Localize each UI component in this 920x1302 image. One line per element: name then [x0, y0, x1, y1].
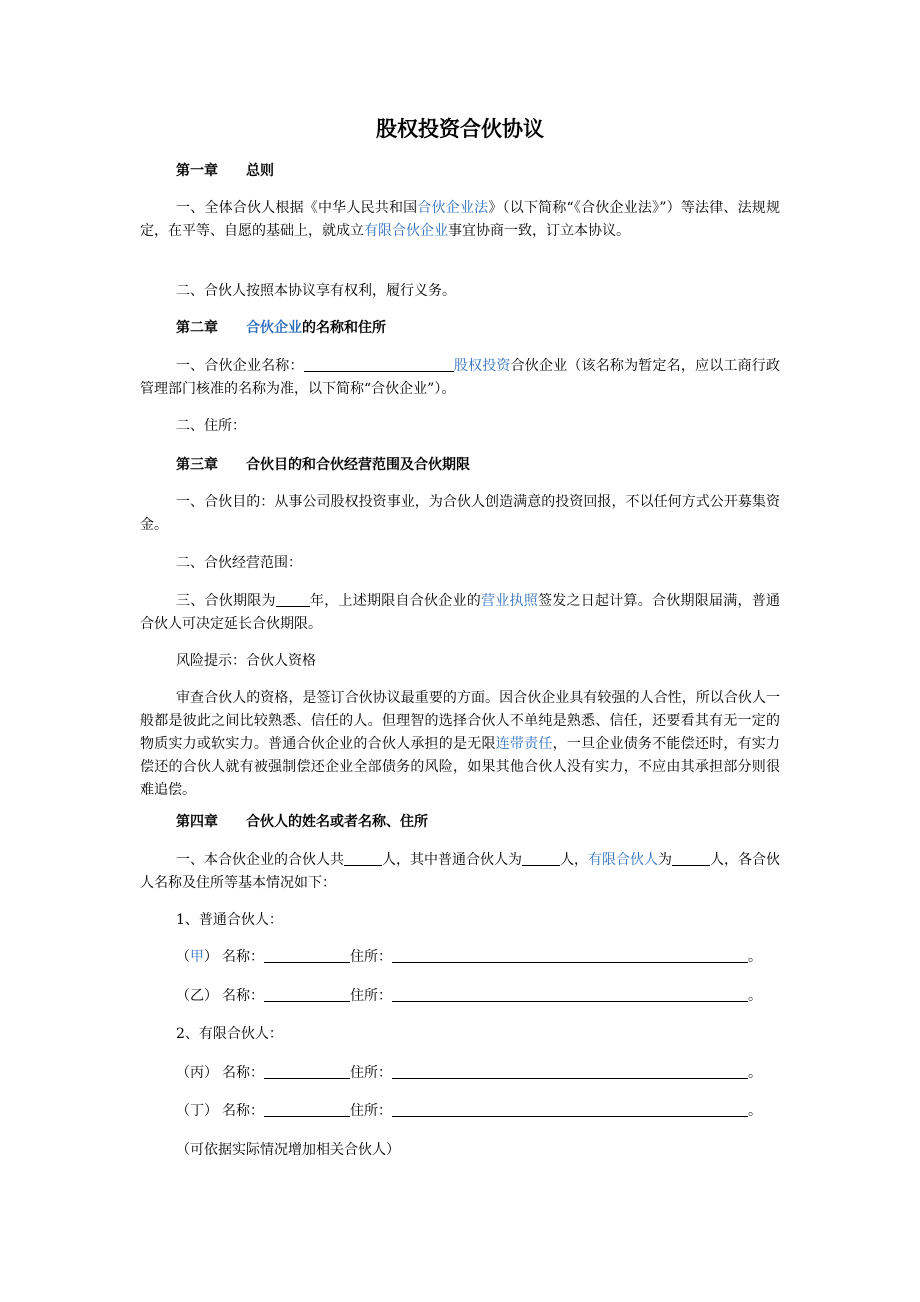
ch2-paragraph-1: 一、合伙企业名称： 股权投资合伙企业（该名称为暂定名，应以工商行政管理部门核准的名称为准，以下简称“合伙企业”）。: [140, 358, 780, 397]
limited-partner-title: 2、有限合伙人：: [176, 1026, 283, 1042]
chapter-4-heading: [176, 811, 816, 834]
partner-name-blank: [264, 947, 350, 963]
document-title: 股权投资合伙协议: [376, 116, 544, 141]
chapter-2-name: 的名称和住所: [302, 320, 386, 336]
term-years-blank: [276, 591, 310, 607]
general-partners-blank: [522, 850, 560, 866]
ch1-paragraph-2: 二、合伙人按照本协议享有权利，履行义务。: [176, 283, 456, 299]
chapter-4-name: 合伙人的姓名或者名称、住所: [246, 814, 428, 830]
partner-name-blank: [264, 1063, 350, 1079]
partner-tag-jia[interactable]: 甲: [190, 949, 204, 965]
partner-tag-bing: 丙: [190, 1065, 204, 1081]
limited-partners-blank: [672, 850, 710, 866]
chapter-4-number: 第四章: [176, 814, 218, 830]
partner-row-bing: （丙） 名称： 住所： 。: [176, 1065, 762, 1081]
ch3-paragraph-3: 三、合伙期限为 年，上述期限自合伙企业的营业执照签发之日起计算。合伙期限届满，普通合伙人可决定延长合伙期限。: [140, 593, 780, 632]
link-equity-investment[interactable]: 股权投资: [453, 358, 511, 374]
partner-address-blank: [392, 1101, 748, 1117]
chapter-1-heading: [176, 160, 816, 183]
link-joint-liability[interactable]: 连带责任: [495, 736, 553, 752]
partner-tag-ding: 丁: [190, 1103, 204, 1119]
general-partner-title: 1、普通合伙人：: [176, 912, 283, 928]
name-blank: [304, 356, 454, 372]
chapter-1-number: 第一章: [176, 163, 218, 179]
chapter-2-heading: [176, 317, 816, 340]
partner-address-blank: [392, 1063, 748, 1079]
total-partners-blank: [344, 850, 382, 866]
link-partnership-enterprise[interactable]: 合伙企业: [246, 320, 302, 336]
chapter-3-name: 合伙目的和合伙经营范围及合伙期限: [246, 457, 470, 473]
partner-tag-yi: 乙: [190, 988, 204, 1004]
chapter-3-number: 第三章: [176, 457, 218, 473]
chapter-1-name: 总则: [246, 163, 274, 179]
partner-row-yi: （乙） 名称： 住所： 。: [176, 988, 762, 1004]
partner-row-jia: （甲） 名称： 住所： 。: [176, 949, 762, 965]
link-limited-partner[interactable]: 有限合伙人: [588, 852, 658, 868]
ch3-paragraph-2: 二、合伙经营范围：: [176, 555, 302, 571]
ch2-paragraph-2: 二、住所：: [176, 418, 246, 434]
ch1-paragraph-1: 一、全体合伙人根据《中华人民共和国合伙企业法》（以下简称“《合伙企业法》”）等法律、法规规定，在平等、自愿的基础上，就成立有限合伙企业事宜协商一致，订立本协议。: [140, 200, 781, 239]
risk-title: 风险提示：合伙人资格: [176, 653, 316, 669]
partner-row-ding: （丁） 名称： 住所： 。: [176, 1103, 762, 1119]
partner-address-blank: [392, 947, 748, 963]
link-limited-partnership[interactable]: 有限合伙企业: [364, 223, 448, 239]
link-business-license[interactable]: 营业执照: [481, 593, 538, 609]
ch4-paragraph-1: 一、本合伙企业的合伙人共 人，其中普通合伙人为 人，有限合伙人为 人，各合伙人名称及住所等基本情况如下：: [140, 852, 780, 891]
note-add-partners: （可依据实际情况增加相关合伙人）: [176, 1142, 400, 1158]
chapter-3-heading: [176, 454, 816, 477]
link-partnership-law[interactable]: 合伙企业法: [417, 200, 489, 216]
chapter-2-number: 第二章: [176, 320, 218, 336]
risk-paragraph: 审查合伙人的资格，是签订合伙协议最重要的方面。因合伙企业具有较强的人合性，所以合伙人一般都是彼此之间比较熟悉、信任的人。但理智的选择合伙人不单纯是熟悉、信任，还要看其有无一定的物质实力或软实力。普通合伙企业的合伙人承担的是无限连带责任，一旦企业债务不能偿还时，有实力偿还的合伙人就有被强制偿还企业全部债务的风险，如果其他合伙人没有实力，不应由其承担部分则很难追偿。: [140, 690, 781, 798]
partner-name-blank: [264, 1101, 350, 1117]
ch3-paragraph-1: 一、合伙目的：从事公司股权投资事业，为合伙人创造满意的投资回报，不以任何方式公开募集资金。: [140, 494, 780, 533]
partner-name-blank: [264, 986, 350, 1002]
partner-address-blank: [392, 986, 748, 1002]
